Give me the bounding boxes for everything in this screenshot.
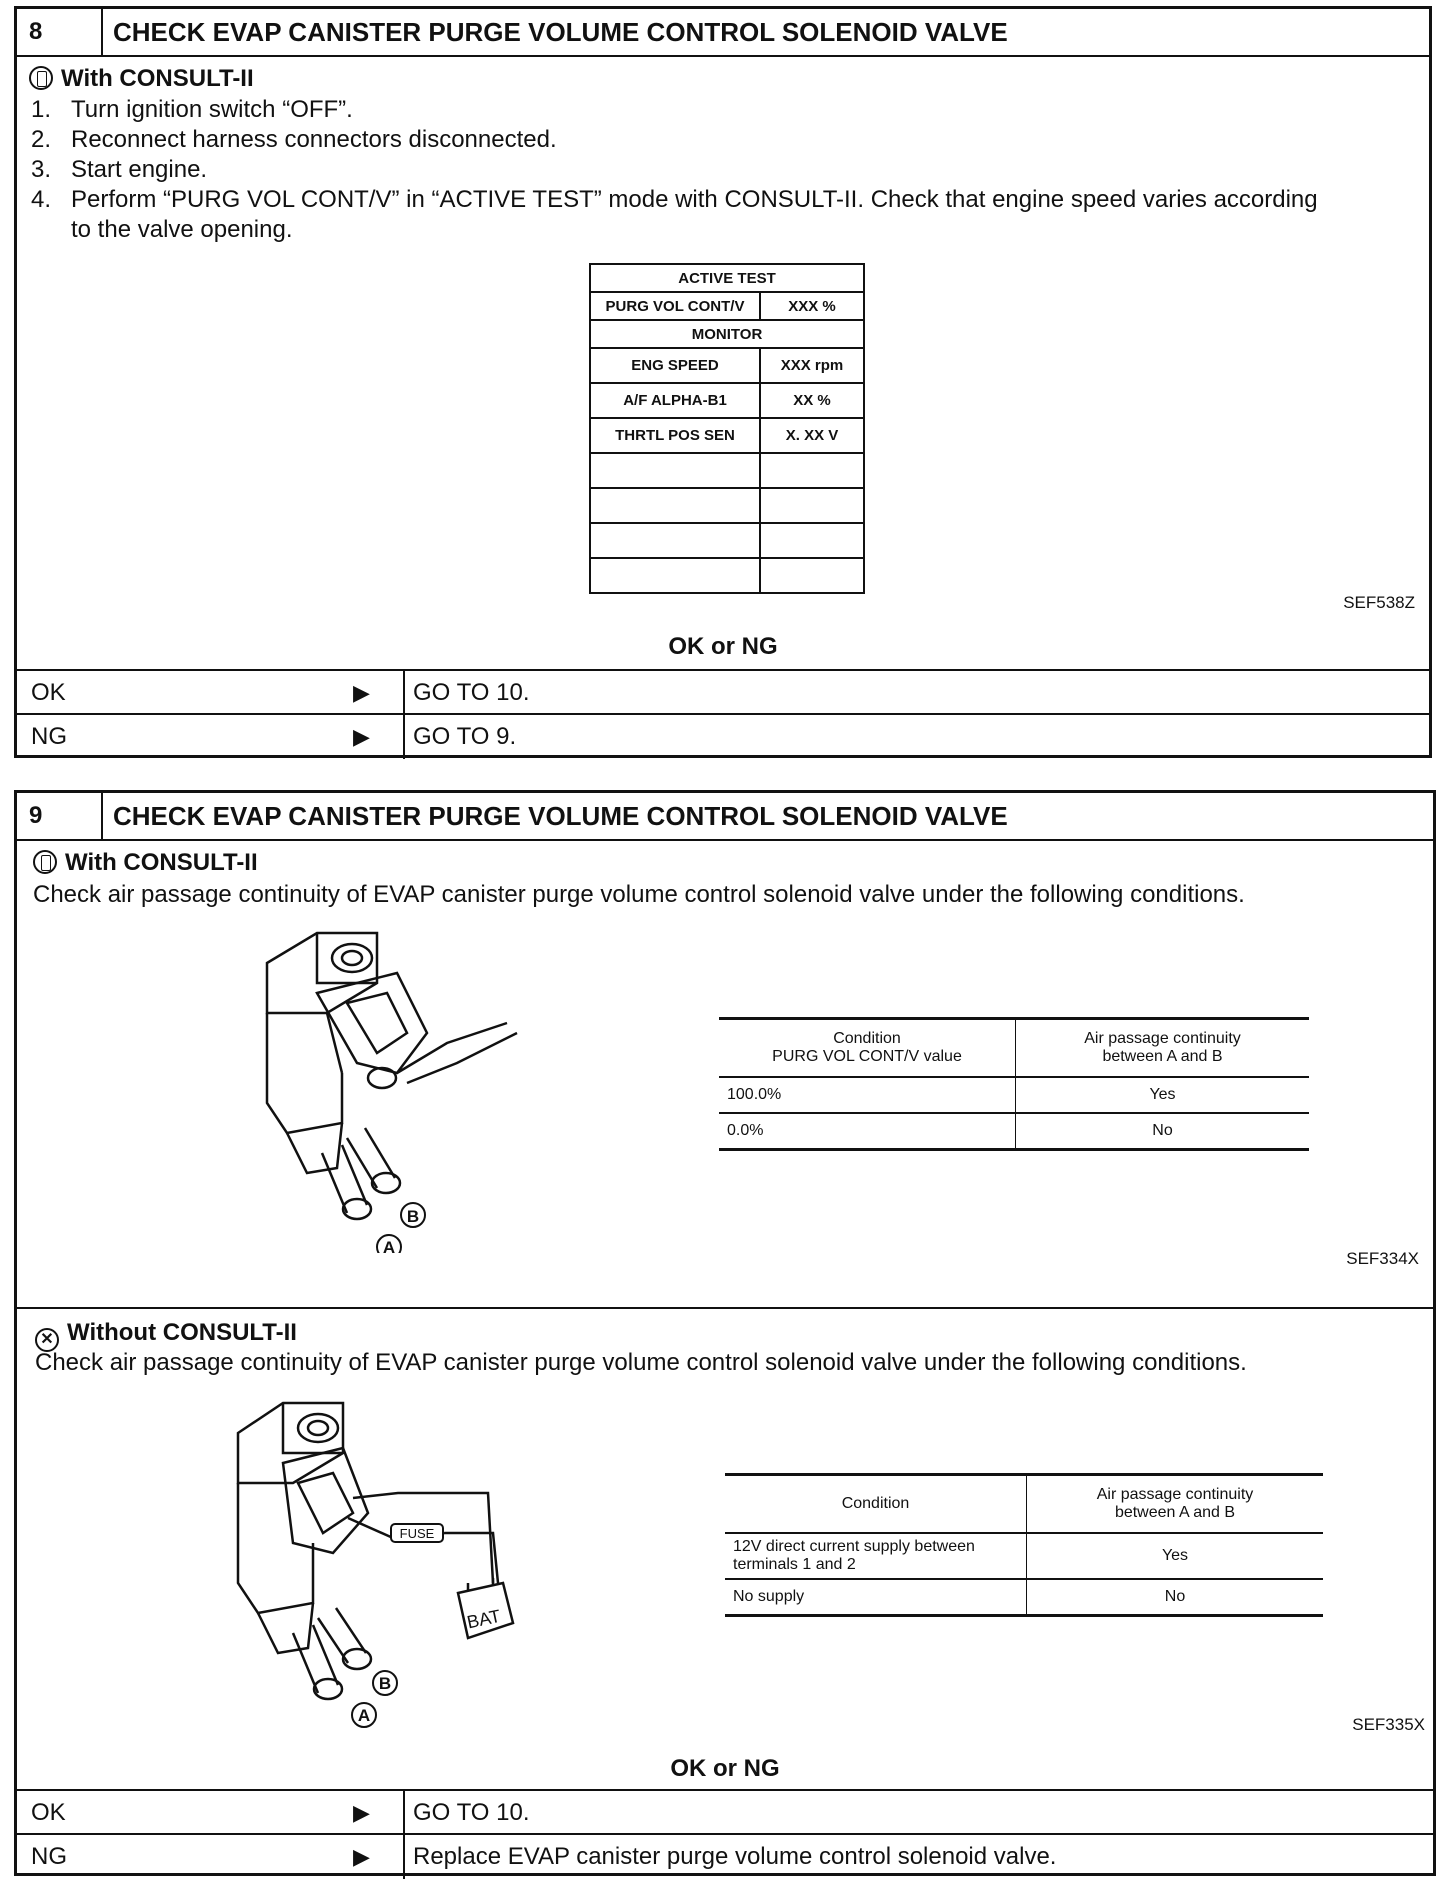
consult-tool-icon	[29, 66, 53, 90]
procedure-step: 1. Turn ignition switch “OFF”.	[31, 96, 353, 123]
condition-header: Condition	[725, 1475, 1027, 1534]
with-consult-heading	[29, 65, 254, 93]
purg-value: XXX %	[760, 292, 864, 320]
result-row-ok	[17, 669, 1429, 715]
no-consult-icon: ✕	[35, 1328, 59, 1352]
divider	[403, 715, 405, 759]
continuity-header: Air passage continuity between A and B	[1016, 1019, 1310, 1078]
without-consult-heading	[35, 1319, 297, 1352]
with-consult-heading	[33, 849, 258, 877]
condition-value: 0.0%	[719, 1113, 1016, 1150]
monitor-label: ENG SPEED	[590, 348, 760, 383]
step-8-box	[14, 6, 1432, 758]
step-8-header	[17, 9, 1429, 57]
empty-cell	[760, 558, 864, 593]
figure-code: SEF538Z	[1343, 593, 1415, 612]
figure-code: SEF335X	[1352, 1715, 1425, 1734]
svg-text:A: A	[382, 1238, 396, 1253]
fuse-label: FUSE	[399, 1526, 435, 1541]
with-consult-condition-table	[719, 1017, 1309, 1151]
continuity-value: Yes	[1016, 1077, 1310, 1113]
procedure-step: to the valve opening.	[71, 216, 293, 243]
procedure-steps	[31, 95, 1318, 245]
result-action: GO TO 9.	[413, 723, 517, 750]
result-label: OK	[31, 1799, 66, 1826]
active-test-header: ACTIVE TEST	[590, 264, 864, 292]
result-action: GO TO 10.	[413, 1799, 530, 1826]
monitor-header: MONITOR	[590, 320, 864, 348]
divider	[403, 1835, 405, 1879]
monitor-value: XXX rpm	[760, 348, 864, 383]
result-label: OK	[31, 679, 66, 706]
arrow-right-icon: ▶	[353, 1800, 370, 1825]
empty-cell	[590, 453, 760, 488]
arrow-right-icon: ▶	[353, 680, 370, 705]
monitor-label: A/F ALPHA-B1	[590, 383, 760, 418]
consult-tool-icon	[33, 850, 57, 874]
monitor-label: THRTL POS SEN	[590, 418, 760, 453]
continuity-value: Yes	[1027, 1533, 1324, 1579]
step-9-header	[17, 793, 1433, 841]
empty-cell	[760, 453, 864, 488]
result-row-ng	[17, 1833, 1433, 1879]
result-label: NG	[31, 723, 67, 750]
result-row-ok	[17, 1789, 1433, 1835]
empty-cell	[590, 488, 760, 523]
purg-label: PURG VOL CONT/V	[590, 292, 760, 320]
solenoid-valve-illustration	[247, 923, 527, 1253]
port-b-marker	[401, 1203, 425, 1227]
with-consult-label: With CONSULT-II	[61, 65, 254, 92]
divider	[403, 671, 405, 715]
result-action: GO TO 10.	[413, 679, 530, 706]
with-consult-label: With CONSULT-II	[65, 849, 258, 876]
empty-cell	[760, 488, 864, 523]
step-title: CHECK EVAP CANISTER PURGE VOLUME CONTROL SOLENOID VALVE	[113, 17, 1008, 47]
svg-text:B: B	[406, 1207, 420, 1226]
step-number: 8	[17, 9, 103, 55]
step-9-box	[14, 790, 1436, 1876]
continuity-value: No	[1016, 1113, 1310, 1150]
battery-label: BAT	[465, 1605, 503, 1633]
monitor-value: X. XX V	[760, 418, 864, 453]
active-test-screen	[589, 263, 865, 594]
without-consult-instruction: Check air passage continuity of EVAP canister purge volume control solenoid valve under the following conditions.	[35, 1349, 1247, 1376]
monitor-value: XX %	[760, 383, 864, 418]
ok-or-ng: OK or NG	[668, 633, 778, 660]
empty-cell	[760, 523, 864, 558]
arrow-right-icon: ▶	[353, 1844, 370, 1869]
port-a-marker	[377, 1235, 401, 1253]
condition-header: Condition PURG VOL CONT/V value	[719, 1019, 1016, 1078]
arrow-right-icon: ▶	[353, 724, 370, 749]
result-action: Replace EVAP canister purge volume control solenoid valve.	[413, 1843, 1057, 1870]
without-consult-label: Without CONSULT-II	[67, 1319, 297, 1346]
empty-cell	[590, 523, 760, 558]
svg-text:B: B	[378, 1674, 392, 1693]
empty-cell	[590, 558, 760, 593]
without-consult-condition-table	[725, 1473, 1323, 1617]
ok-or-ng: OK or NG	[670, 1755, 780, 1782]
svg-text:A: A	[357, 1706, 371, 1725]
divider	[403, 1791, 405, 1835]
continuity-header: Air passage continuity between A and B	[1027, 1475, 1324, 1534]
solenoid-battery-illustration	[223, 1393, 623, 1733]
condition-value: 12V direct current supply between terminals 1 and 2	[725, 1533, 1027, 1579]
with-consult-instruction: Check air passage continuity of EVAP canister purge volume control solenoid valve under the following conditions.	[33, 881, 1245, 908]
result-row-ng	[17, 713, 1429, 759]
port-a-marker	[352, 1703, 376, 1727]
condition-value: 100.0%	[719, 1077, 1016, 1113]
continuity-value: No	[1027, 1579, 1324, 1616]
result-label: NG	[31, 1843, 67, 1870]
step-number: 9	[17, 793, 103, 839]
procedure-step: 2. Reconnect harness connectors disconnected.	[31, 126, 557, 153]
port-b-marker	[373, 1671, 397, 1695]
condition-value: No supply	[725, 1579, 1027, 1616]
procedure-step: 4. Perform “PURG VOL CONT/V” in “ACTIVE TEST” mode with CONSULT-II. Check that engine speed varies according	[31, 186, 1318, 213]
step-title: CHECK EVAP CANISTER PURGE VOLUME CONTROL SOLENOID VALVE	[113, 801, 1008, 831]
figure-code: SEF334X	[1346, 1249, 1419, 1268]
procedure-step: 3. Start engine.	[31, 156, 208, 183]
section-divider	[17, 1307, 1433, 1309]
